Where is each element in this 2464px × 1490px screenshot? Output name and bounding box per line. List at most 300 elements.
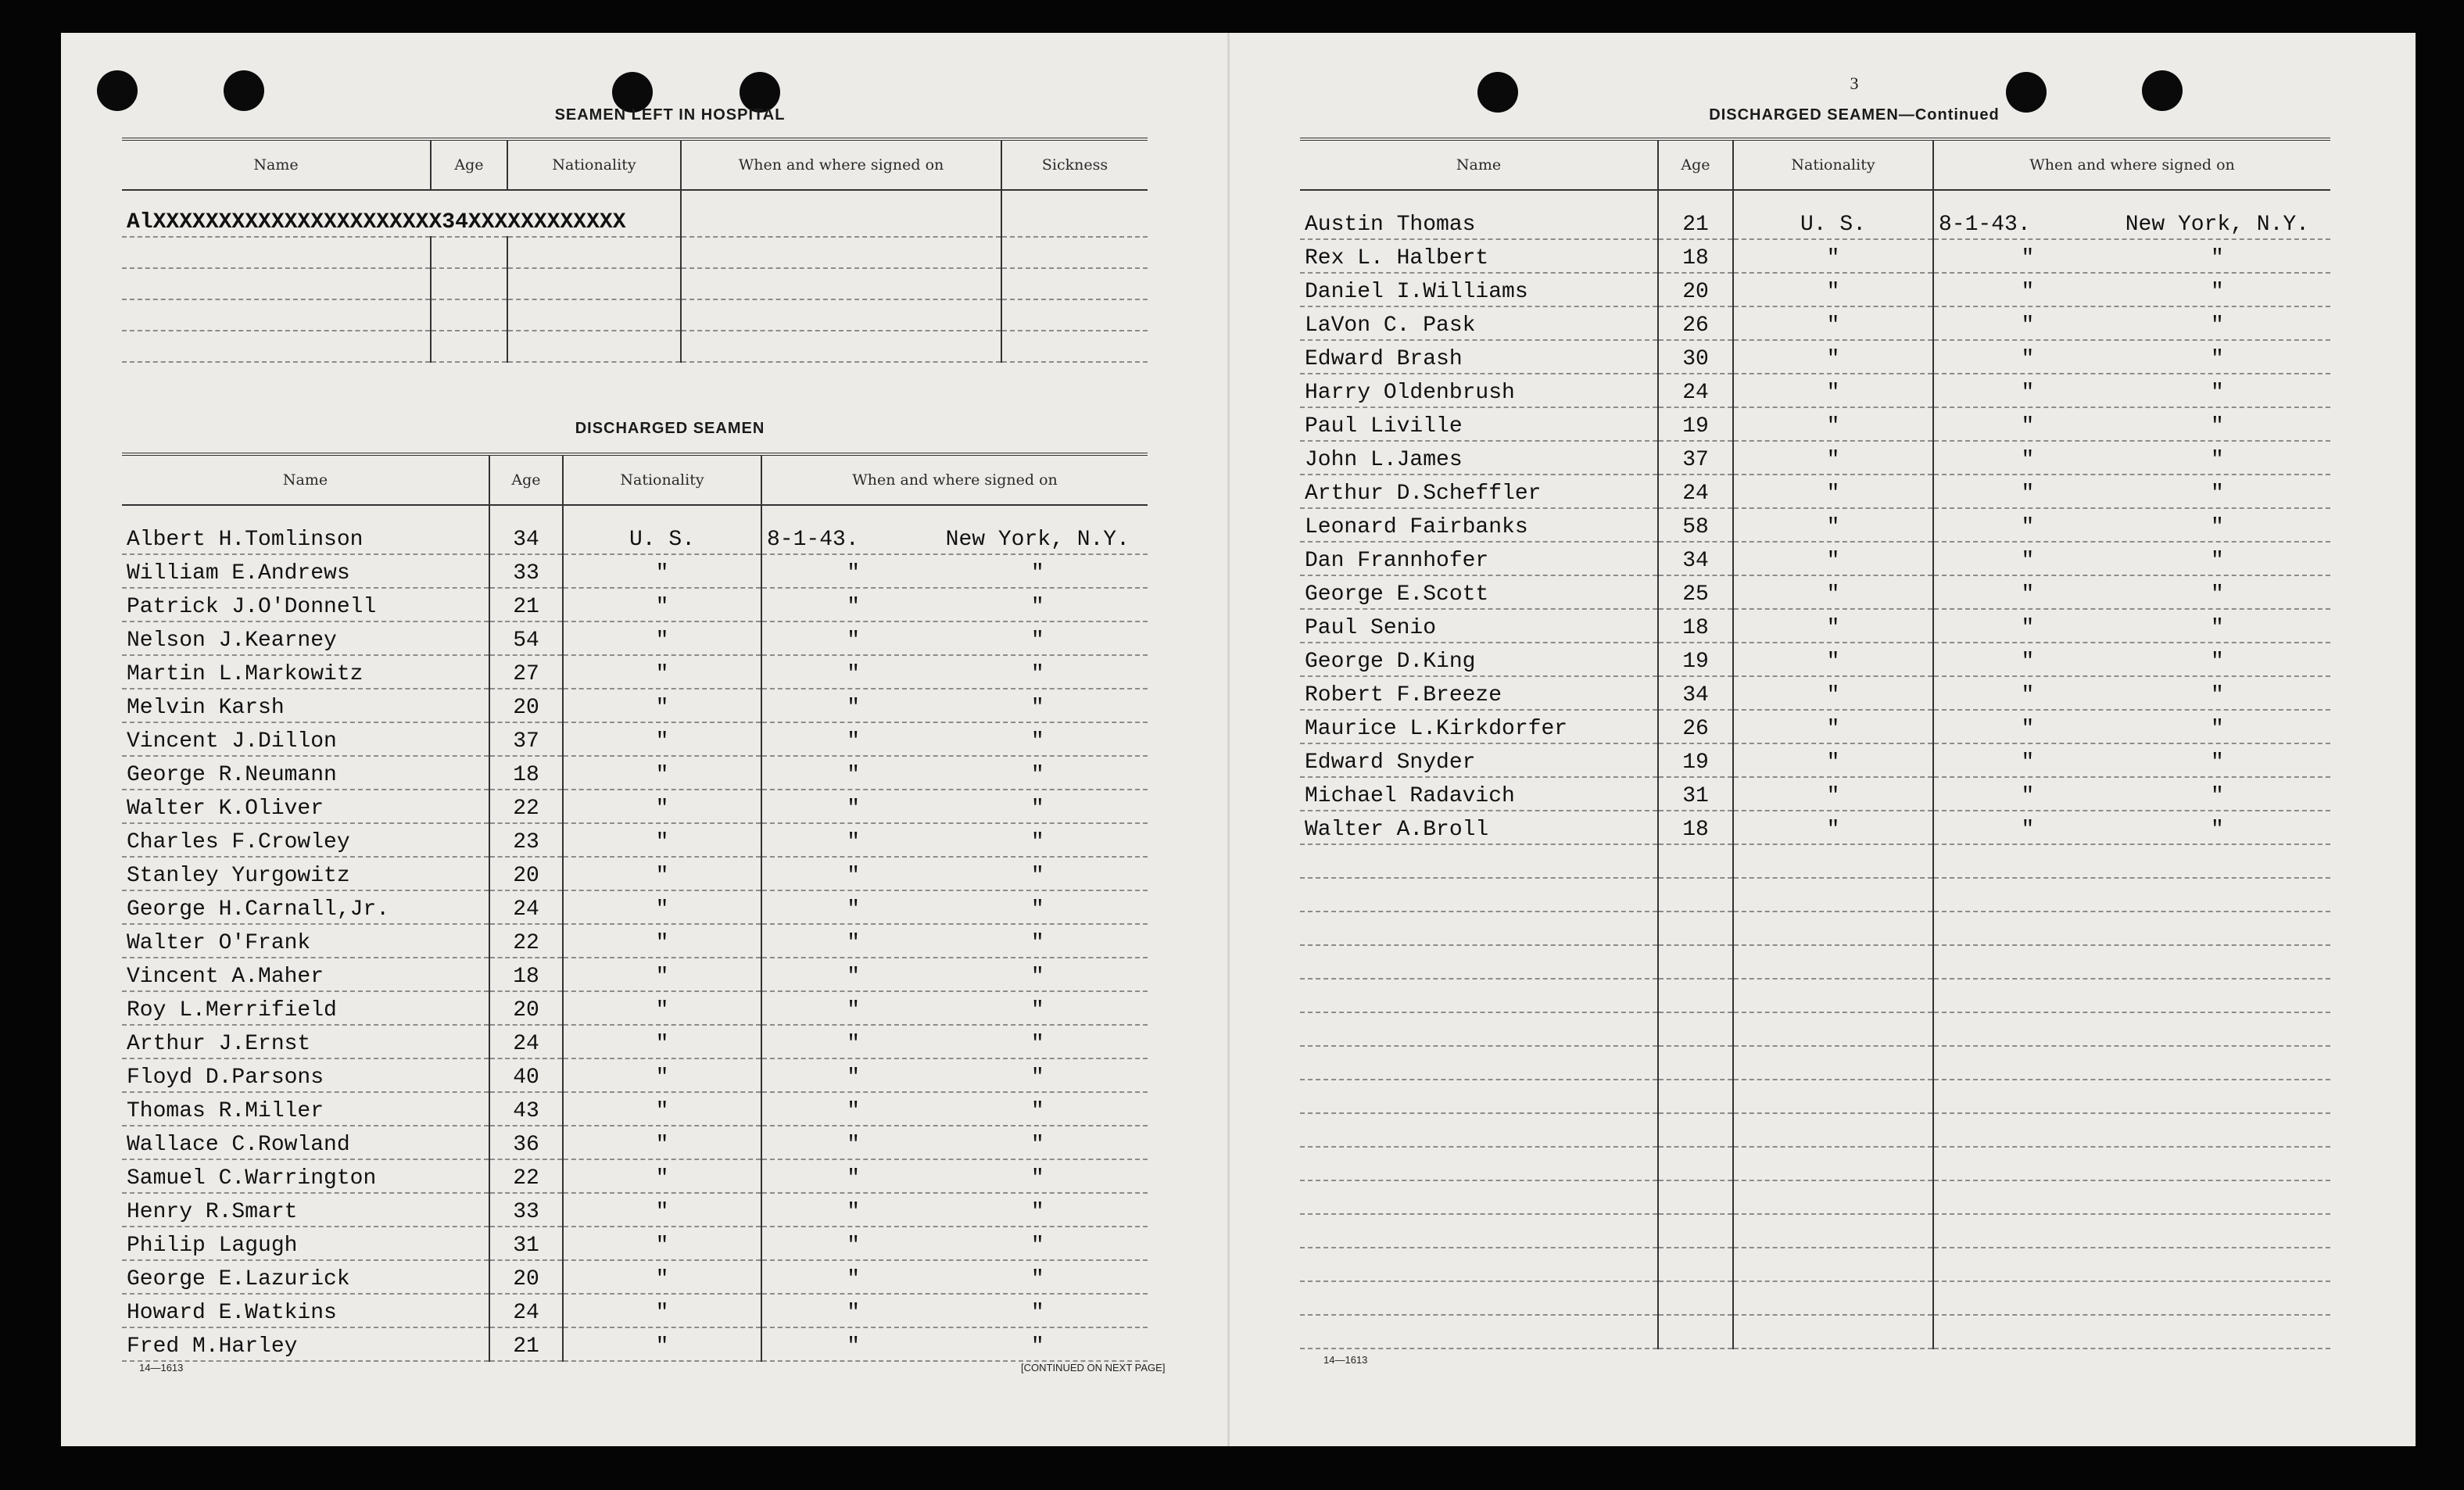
table-row xyxy=(122,991,1148,1025)
signed-on-place: " xyxy=(1030,1166,1044,1191)
signed-on-cell xyxy=(761,924,1148,958)
table-row xyxy=(122,299,1148,331)
signed-on-cell xyxy=(1933,811,2330,844)
signed-on-date: " xyxy=(2021,616,2035,640)
seaman-nationality: " xyxy=(1733,676,1933,710)
signed-on-date: " xyxy=(847,763,861,787)
signed-on-date: " xyxy=(2021,280,2035,304)
signed-on-cell xyxy=(761,958,1148,991)
signed-on-cell xyxy=(761,505,1148,554)
table-row xyxy=(1300,1147,2330,1180)
signed-on-place: " xyxy=(1030,1133,1044,1157)
seaman-age: 24 xyxy=(489,1294,563,1327)
punch-hole xyxy=(224,70,264,111)
table-row xyxy=(122,268,1148,299)
signed-on-cell xyxy=(761,857,1148,890)
table-row xyxy=(1300,441,2330,475)
seaman-nationality: " xyxy=(1733,777,1933,811)
signed-on-date: " xyxy=(847,561,861,586)
signed-on-place: " xyxy=(1030,1032,1044,1056)
signed-on-place: " xyxy=(1030,1099,1044,1123)
table-row xyxy=(122,1159,1148,1193)
signed-on-cell xyxy=(761,588,1148,621)
signed-on-place: " xyxy=(2210,414,2224,439)
table-row xyxy=(1300,743,2330,777)
signed-on-cell xyxy=(1933,374,2330,407)
seaman-nationality: " xyxy=(1733,374,1933,407)
seaman-nationality: " xyxy=(563,823,761,857)
signed-on-date: " xyxy=(847,1166,861,1191)
seaman-age: 22 xyxy=(489,1159,563,1193)
signed-on-place: " xyxy=(2210,650,2224,674)
signed-on-cell xyxy=(1933,340,2330,374)
signed-on-place: " xyxy=(1030,1267,1044,1291)
seaman-name: Charles F.Crowley xyxy=(122,823,489,857)
seaman-name: Rex L. Halbert xyxy=(1300,239,1658,273)
signed-on-date: " xyxy=(2021,650,2035,674)
signed-on-place: " xyxy=(1030,931,1044,955)
seaman-age: 34 xyxy=(489,505,563,554)
seaman-age: 24 xyxy=(1658,374,1733,407)
signed-on-date: " xyxy=(847,595,861,619)
seaman-age: 19 xyxy=(1658,407,1733,441)
page-fold xyxy=(1227,33,1230,1446)
signed-on-cell xyxy=(761,1260,1148,1294)
signed-on-cell xyxy=(761,621,1148,655)
struck-out-entry: AlXXXXXXXXXXXXXXXXXXXXXX34XXXXXXXXXXXX xyxy=(122,190,681,237)
signed-on-date: " xyxy=(2021,313,2035,338)
table-row xyxy=(1300,710,2330,743)
signed-on-date: " xyxy=(2021,582,2035,607)
seaman-nationality: " xyxy=(1733,575,1933,609)
table-row xyxy=(1300,542,2330,575)
signed-on-cell xyxy=(761,554,1148,588)
table-row xyxy=(1300,878,2330,912)
table-row xyxy=(122,621,1148,655)
table-row xyxy=(122,655,1148,689)
seaman-nationality: " xyxy=(1733,643,1933,676)
seaman-name: Robert F.Breeze xyxy=(1300,676,1658,710)
form-number: 14—1613 xyxy=(139,1362,184,1374)
table-row xyxy=(122,331,1148,362)
seaman-name: Walter O'Frank xyxy=(122,924,489,958)
seaman-age: 31 xyxy=(1658,777,1733,811)
seaman-nationality: " xyxy=(563,655,761,689)
seaman-age: 20 xyxy=(489,857,563,890)
continued-note: [CONTINUED ON NEXT PAGE] xyxy=(1021,1362,1166,1374)
signed-on-cell xyxy=(761,1294,1148,1327)
signed-on-place: " xyxy=(2210,280,2224,304)
seaman-name: Paul Liville xyxy=(1300,407,1658,441)
signed-on-cell xyxy=(1933,743,2330,777)
signed-on-place: " xyxy=(1030,797,1044,821)
seaman-age: 26 xyxy=(1658,710,1733,743)
signed-on-cell xyxy=(761,689,1148,722)
seaman-name: Walter A.Broll xyxy=(1300,811,1658,844)
seaman-name: LaVon C. Pask xyxy=(1300,306,1658,340)
col-header-nationality: Nationality xyxy=(507,139,681,190)
seaman-nationality: " xyxy=(563,1294,761,1327)
signed-on-place: " xyxy=(2210,313,2224,338)
signed-on-place: New York, N.Y. xyxy=(945,528,1130,552)
table-row xyxy=(1300,1281,2330,1315)
seaman-nationality: U. S. xyxy=(563,505,761,554)
signed-on-cell xyxy=(1933,239,2330,273)
discharged-continued-table xyxy=(1300,138,2330,1349)
seaman-name: Edward Snyder xyxy=(1300,743,1658,777)
signed-on-cell xyxy=(761,1159,1148,1193)
table-row xyxy=(122,505,1148,554)
signed-on-place: " xyxy=(2210,347,2224,371)
seaman-nationality: " xyxy=(1733,743,1933,777)
seaman-name: Roy L.Merrifield xyxy=(122,991,489,1025)
signed-on-date: " xyxy=(2021,683,2035,707)
table-row xyxy=(122,1058,1148,1092)
signed-on-date: " xyxy=(847,965,861,989)
signed-on-cell xyxy=(1933,273,2330,306)
hospital-table xyxy=(122,138,1148,363)
table-row xyxy=(1300,945,2330,979)
seaman-name: Stanley Yurgowitz xyxy=(122,857,489,890)
signed-on-date: " xyxy=(2021,482,2035,506)
seaman-name: Arthur D.Scheffler xyxy=(1300,475,1658,508)
seaman-name: Harry Oldenbrush xyxy=(1300,374,1658,407)
col-header-age: Age xyxy=(431,139,507,190)
seaman-name: Austin Thomas xyxy=(1300,190,1658,239)
seaman-name: Melvin Karsh xyxy=(122,689,489,722)
seaman-nationality: " xyxy=(1733,306,1933,340)
table-row xyxy=(122,756,1148,790)
form-number: 14—1613 xyxy=(1323,1354,1368,1366)
seaman-nationality: " xyxy=(563,722,761,756)
seaman-name: Samuel C.Warrington xyxy=(122,1159,489,1193)
signed-on-place: " xyxy=(1030,662,1044,686)
seaman-nationality: " xyxy=(563,958,761,991)
table-row xyxy=(122,924,1148,958)
seaman-name: Albert H.Tomlinson xyxy=(122,505,489,554)
signed-on-cell xyxy=(1933,306,2330,340)
table-row xyxy=(122,237,1148,268)
col-header-sickness: Sickness xyxy=(1001,139,1148,190)
seaman-nationality: " xyxy=(563,1058,761,1092)
signed-on-place: " xyxy=(1030,965,1044,989)
seaman-age: 26 xyxy=(1658,306,1733,340)
table-row xyxy=(1300,239,2330,273)
table-row xyxy=(1300,306,2330,340)
signed-on-date: 8-1-43. xyxy=(1939,213,2031,237)
seaman-name: Daniel I.Williams xyxy=(1300,273,1658,306)
signed-on-cell xyxy=(1933,710,2330,743)
signed-on-cell xyxy=(1933,508,2330,542)
signed-on-place: " xyxy=(2210,818,2224,842)
signed-on-place: " xyxy=(2210,381,2224,405)
seaman-age: 22 xyxy=(489,924,563,958)
col-header-signed-on: When and where signed on xyxy=(681,139,1001,190)
seaman-name: Edward Brash xyxy=(1300,340,1658,374)
seaman-age: 18 xyxy=(1658,239,1733,273)
seaman-nationality: " xyxy=(1733,441,1933,475)
signed-on-cell xyxy=(761,1126,1148,1159)
seaman-nationality: " xyxy=(563,756,761,790)
signed-on-date: " xyxy=(847,662,861,686)
signed-on-date: " xyxy=(847,696,861,720)
seaman-nationality: " xyxy=(563,924,761,958)
seaman-name: Walter K.Oliver xyxy=(122,790,489,823)
table-row xyxy=(1300,508,2330,542)
signed-on-place: " xyxy=(1030,595,1044,619)
signed-on-date: " xyxy=(2021,347,2035,371)
seaman-nationality: " xyxy=(563,689,761,722)
discharged-section-title: DISCHARGED SEAMEN xyxy=(575,420,765,437)
seaman-age: 21 xyxy=(489,588,563,621)
signed-on-cell xyxy=(761,1058,1148,1092)
signed-on-place: " xyxy=(2210,515,2224,539)
seaman-name: Patrick J.O'Donnell xyxy=(122,588,489,621)
table-row xyxy=(1300,1248,2330,1281)
table-row xyxy=(122,890,1148,924)
table-row xyxy=(122,1025,1148,1058)
signed-on-place: " xyxy=(2210,750,2224,775)
signed-on-date: 8-1-43. xyxy=(767,528,859,552)
seaman-nationality: " xyxy=(1733,475,1933,508)
signed-on-date: " xyxy=(2021,784,2035,808)
table-row xyxy=(122,1126,1148,1159)
seaman-name: Paul Senio xyxy=(1300,609,1658,643)
signed-on-date: " xyxy=(847,797,861,821)
signed-on-place: " xyxy=(2210,784,2224,808)
table-row xyxy=(1300,1113,2330,1147)
signed-on-place: " xyxy=(2210,616,2224,640)
seaman-name: Philip Lagugh xyxy=(122,1227,489,1260)
seaman-age: 19 xyxy=(1658,743,1733,777)
seaman-age: 24 xyxy=(1658,475,1733,508)
seaman-age: 24 xyxy=(489,1025,563,1058)
signed-on-date: " xyxy=(847,729,861,754)
seaman-age: 24 xyxy=(489,890,563,924)
seaman-age: 34 xyxy=(1658,542,1733,575)
table-row xyxy=(1300,374,2330,407)
seaman-name: Henry R.Smart xyxy=(122,1193,489,1227)
table-row xyxy=(1300,475,2330,508)
seaman-age: 37 xyxy=(489,722,563,756)
seaman-nationality: " xyxy=(563,991,761,1025)
signed-on-date: " xyxy=(2021,515,2035,539)
seaman-nationality: " xyxy=(1733,239,1933,273)
seaman-age: 22 xyxy=(489,790,563,823)
signed-on-date: " xyxy=(847,1032,861,1056)
table-row xyxy=(122,958,1148,991)
discharged-table xyxy=(122,453,1148,1362)
signed-on-date: " xyxy=(847,1133,861,1157)
signed-on-place: " xyxy=(2210,549,2224,573)
seaman-name: Vincent J.Dillon xyxy=(122,722,489,756)
table-row xyxy=(122,1260,1148,1294)
signed-on-date: " xyxy=(847,830,861,854)
signed-on-date: " xyxy=(847,1334,861,1359)
seaman-nationality: " xyxy=(1733,609,1933,643)
seaman-nationality: " xyxy=(563,1227,761,1260)
seaman-age: 25 xyxy=(1658,575,1733,609)
table-row xyxy=(122,1327,1148,1361)
table-row xyxy=(122,554,1148,588)
table-row xyxy=(1300,273,2330,306)
seaman-age: 30 xyxy=(1658,340,1733,374)
table-row xyxy=(122,689,1148,722)
col-header-name: Name xyxy=(1300,139,1658,190)
seaman-name: Wallace C.Rowland xyxy=(122,1126,489,1159)
signed-on-place: " xyxy=(1030,1066,1044,1090)
signed-on-cell xyxy=(761,790,1148,823)
signed-on-place: " xyxy=(1030,1334,1044,1359)
seaman-nationality: " xyxy=(563,790,761,823)
seaman-age: 18 xyxy=(489,756,563,790)
table-row xyxy=(1300,1315,2330,1349)
table-row xyxy=(122,1092,1148,1126)
signed-on-cell xyxy=(761,756,1148,790)
seaman-name: Martin L.Markowitz xyxy=(122,655,489,689)
seaman-age: 34 xyxy=(1658,676,1733,710)
table-row xyxy=(122,1294,1148,1327)
signed-on-cell xyxy=(761,1025,1148,1058)
seaman-nationality: " xyxy=(563,588,761,621)
table-row xyxy=(122,790,1148,823)
col-header-signed-on: When and where signed on xyxy=(1933,139,2330,190)
seaman-name: Thomas R.Miller xyxy=(122,1092,489,1126)
signed-on-date: " xyxy=(847,1099,861,1123)
seaman-nationality: " xyxy=(1733,508,1933,542)
signed-on-place: " xyxy=(1030,897,1044,922)
table-row xyxy=(1300,912,2330,945)
seaman-age: 18 xyxy=(1658,811,1733,844)
seaman-nationality: " xyxy=(563,1260,761,1294)
signed-on-cell xyxy=(761,823,1148,857)
seaman-name: George E.Lazurick xyxy=(122,1260,489,1294)
table-row xyxy=(122,857,1148,890)
seaman-age: 20 xyxy=(489,689,563,722)
signed-on-cell xyxy=(761,722,1148,756)
seaman-nationality: " xyxy=(1733,710,1933,743)
signed-on-date: " xyxy=(847,1200,861,1224)
seaman-nationality: " xyxy=(1733,542,1933,575)
signed-on-place: " xyxy=(1030,1200,1044,1224)
table-row xyxy=(1300,575,2330,609)
table-row xyxy=(122,1227,1148,1260)
signed-on-place: " xyxy=(1030,629,1044,653)
signed-on-date: " xyxy=(2021,246,2035,270)
signed-on-cell xyxy=(761,1092,1148,1126)
table-row xyxy=(1300,1214,2330,1248)
seaman-nationality: " xyxy=(563,1159,761,1193)
signed-on-date: " xyxy=(2021,818,2035,842)
seaman-name: Fred M.Harley xyxy=(122,1327,489,1361)
signed-on-cell xyxy=(761,655,1148,689)
table-row xyxy=(1300,609,2330,643)
seaman-age: 54 xyxy=(489,621,563,655)
table-row xyxy=(1300,1180,2330,1214)
signed-on-date: " xyxy=(2021,414,2035,439)
page-number: 3 xyxy=(1850,73,1859,93)
signed-on-date: " xyxy=(847,629,861,653)
hospital-section-title: SEAMEN LEFT IN HOSPITAL xyxy=(554,106,786,124)
document-sheet xyxy=(61,33,2416,1446)
table-row xyxy=(1300,844,2330,878)
signed-on-place: " xyxy=(1030,998,1044,1023)
seaman-age: 27 xyxy=(489,655,563,689)
col-header-nationality: Nationality xyxy=(563,454,761,505)
signed-on-place: " xyxy=(1030,864,1044,888)
seaman-age: 18 xyxy=(1658,609,1733,643)
seaman-age: 36 xyxy=(489,1126,563,1159)
seaman-nationality: " xyxy=(563,890,761,924)
signed-on-place: " xyxy=(2210,246,2224,270)
seaman-name: George D.King xyxy=(1300,643,1658,676)
col-header-nationality: Nationality xyxy=(1733,139,1933,190)
table-row xyxy=(1300,979,2330,1012)
seaman-name: George R.Neumann xyxy=(122,756,489,790)
table-row xyxy=(122,823,1148,857)
signed-on-date: " xyxy=(847,1066,861,1090)
seaman-name: John L.James xyxy=(1300,441,1658,475)
seaman-name: Vincent A.Maher xyxy=(122,958,489,991)
table-row xyxy=(122,588,1148,621)
seaman-nationality: " xyxy=(563,1193,761,1227)
signed-on-place: " xyxy=(1030,1301,1044,1325)
signed-on-cell xyxy=(761,890,1148,924)
signed-on-place: " xyxy=(2210,582,2224,607)
table-row xyxy=(122,722,1148,756)
seaman-name: Arthur J.Ernst xyxy=(122,1025,489,1058)
seaman-name: Michael Radavich xyxy=(1300,777,1658,811)
table-row xyxy=(1300,811,2330,844)
col-header-age: Age xyxy=(1658,139,1733,190)
col-header-name: Name xyxy=(122,139,431,190)
seaman-age: 23 xyxy=(489,823,563,857)
seaman-age: 19 xyxy=(1658,643,1733,676)
signed-on-date: " xyxy=(2021,381,2035,405)
seaman-age: 20 xyxy=(489,991,563,1025)
table-row xyxy=(1300,407,2330,441)
table-row xyxy=(122,190,1148,237)
signed-on-cell xyxy=(1933,475,2330,508)
seaman-name: Maurice L.Kirkdorfer xyxy=(1300,710,1658,743)
col-header-name: Name xyxy=(122,454,489,505)
signed-on-place: " xyxy=(2210,482,2224,506)
seaman-age: 21 xyxy=(1658,190,1733,239)
signed-on-place: " xyxy=(2210,448,2224,472)
seaman-nationality: " xyxy=(563,1025,761,1058)
seaman-name: Howard E.Watkins xyxy=(122,1294,489,1327)
signed-on-cell xyxy=(1933,676,2330,710)
table-row xyxy=(1300,777,2330,811)
signed-on-place: " xyxy=(1030,1234,1044,1258)
seaman-age: 33 xyxy=(489,554,563,588)
table-row xyxy=(1300,1046,2330,1080)
seaman-name: William E.Andrews xyxy=(122,554,489,588)
signed-on-place: " xyxy=(1030,729,1044,754)
seaman-name: Dan Frannhofer xyxy=(1300,542,1658,575)
seaman-name: Leonard Fairbanks xyxy=(1300,508,1658,542)
seaman-name: George H.Carnall,Jr. xyxy=(122,890,489,924)
signed-on-date: " xyxy=(2021,448,2035,472)
seaman-age: 58 xyxy=(1658,508,1733,542)
seaman-age: 37 xyxy=(1658,441,1733,475)
table-row xyxy=(1300,676,2330,710)
punch-hole xyxy=(97,70,138,111)
signed-on-date: " xyxy=(847,864,861,888)
signed-on-date: " xyxy=(847,897,861,922)
table-row xyxy=(1300,1080,2330,1113)
signed-on-cell xyxy=(1933,441,2330,475)
